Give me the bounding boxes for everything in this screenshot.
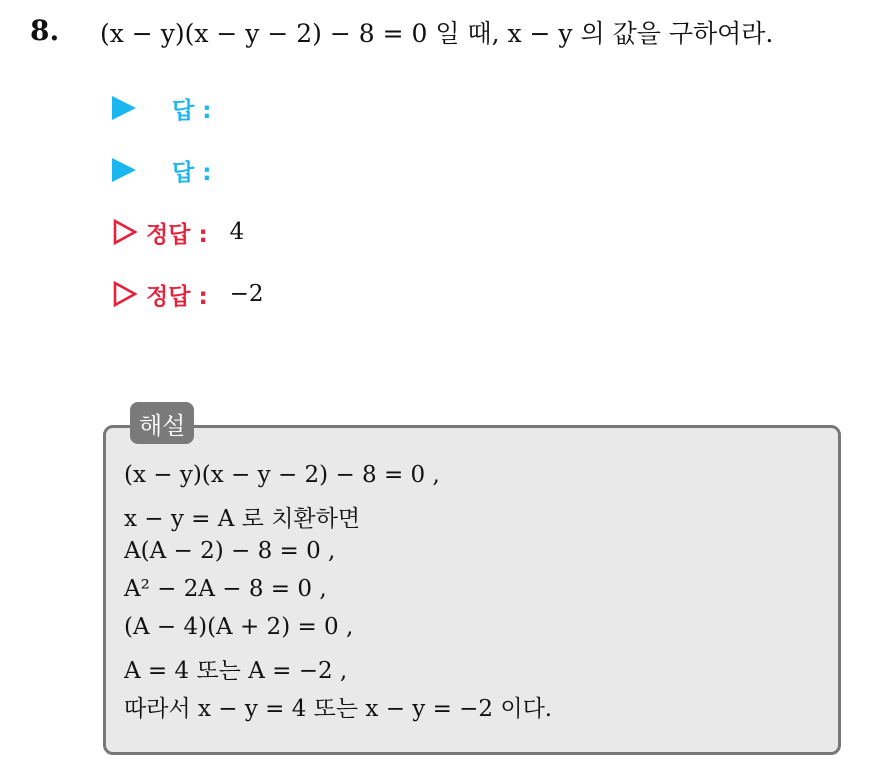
- play-outline-icon: [112, 219, 138, 245]
- correct-label: 정답 :: [146, 283, 208, 310]
- correct-label: 정답 :: [146, 221, 208, 248]
- answer-label: 답 :: [172, 159, 212, 186]
- solution-line: (A − 4)(A + 2) = 0 ,: [124, 614, 354, 640]
- solution-line: (x − y)(x − y − 2) − 8 = 0 ,: [124, 462, 440, 488]
- answer-label: 답 :: [172, 97, 212, 124]
- correct-value: 4: [229, 219, 245, 245]
- correct-row-2: [112, 276, 264, 312]
- play-filled-icon: [112, 96, 136, 120]
- correct-value: −2: [229, 281, 264, 307]
- solution-tag: 해설: [130, 402, 194, 444]
- question-text: (x − y)(x − y − 2) − 8 = 0 일 때, x − y 의 값을 구하여라.: [100, 19, 774, 48]
- answer-row-1: [112, 90, 211, 126]
- solution-line: A² − 2A − 8 = 0 ,: [124, 576, 327, 602]
- question-number: 8.: [30, 14, 60, 47]
- answer-row-2: [112, 152, 211, 188]
- solution-line: x − y = A 로 치환하면: [124, 506, 361, 532]
- play-filled-icon: [112, 158, 136, 182]
- solution-line: 따라서 x − y = 4 또는 x − y = −2 이다.: [124, 696, 553, 722]
- correct-row-1: [112, 214, 244, 250]
- solution-line: A(A − 2) − 8 = 0 ,: [124, 538, 336, 564]
- play-outline-icon: [112, 281, 138, 307]
- solution-line: A = 4 또는 A = −2 ,: [124, 658, 348, 684]
